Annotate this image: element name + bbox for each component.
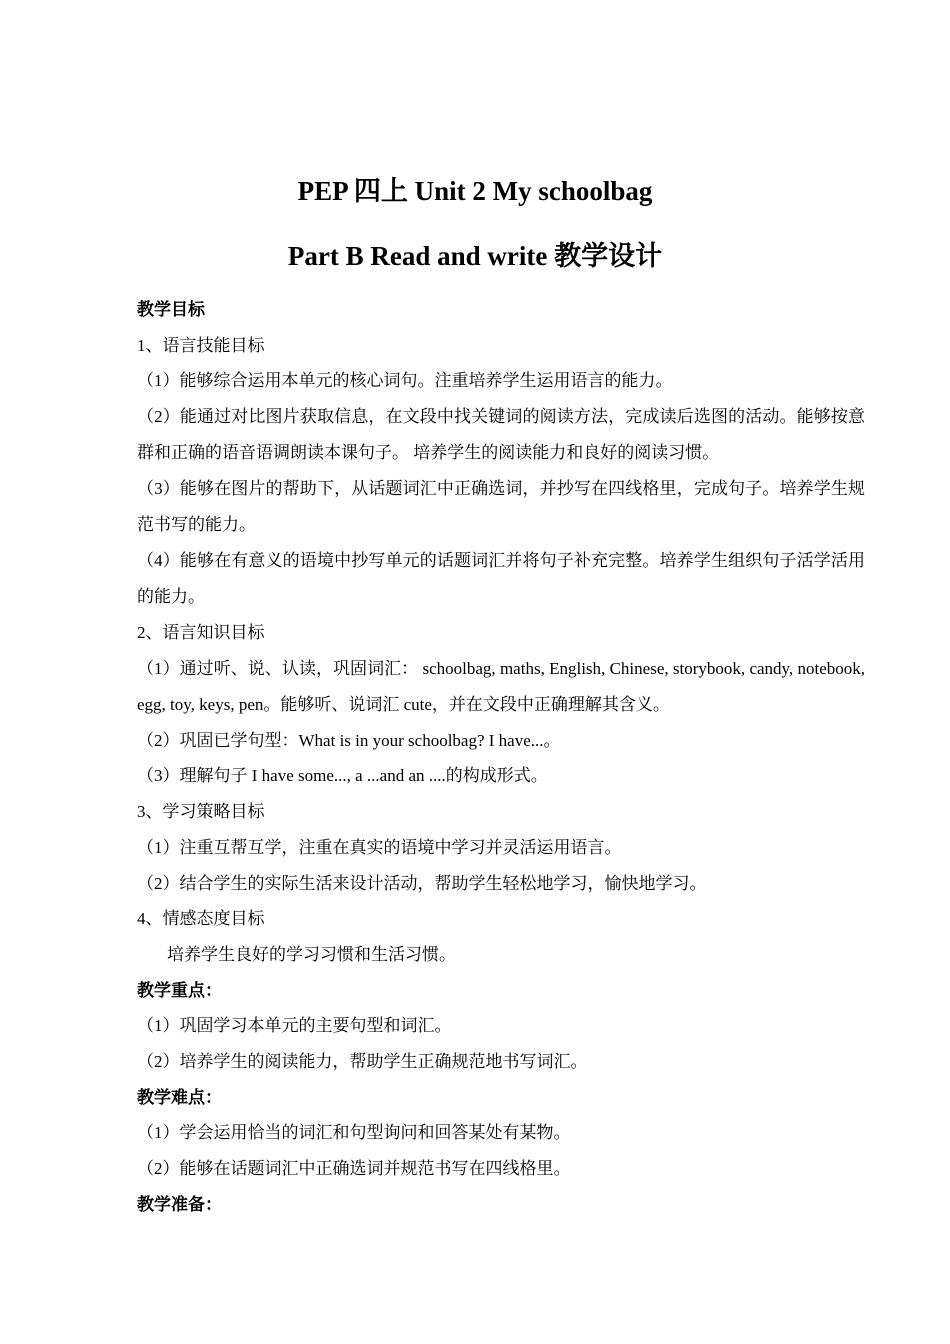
paragraph-line: （2）能够在话题词汇中正确选词并规范书写在四线格里。 [137, 1159, 571, 1178]
section-heading: 教学准备： [137, 1194, 222, 1214]
paragraph-line: 培养学生良好的学习习惯和生活习惯。 [167, 944, 456, 964]
paragraph-line: （1）学会运用恰当的词汇和句型询问和回答某处有某物。 [137, 1123, 571, 1143]
document-subtitle: Part B Read and write 教学设计 [287, 241, 663, 271]
paragraph-line: （3）能够在图片的帮助下，从话题词汇中正确选词，并抄写在四线格里，完成句子。培养学生规范书写的能力。 [137, 479, 865, 535]
paragraph-line: （1）注重互帮互学，注重在真实的语境中学习并灵活运用语言。 [137, 837, 622, 857]
section-heading: 教学重点： [137, 980, 222, 1000]
paragraph-line: （1）巩固学习本单元的主要句型和词汇。 [137, 1016, 452, 1036]
paragraph-line: 1、语言技能目标 [137, 335, 265, 355]
paragraph-line: （1）能够综合运用本单元的核心词句。注重培养学生运用语言的能力。 [137, 371, 673, 391]
paragraph-line: （2）结合学生的实际生活来设计活动，帮助学生轻松地学习，愉快地学习。 [137, 873, 707, 893]
section-heading: 教学难点： [137, 1087, 222, 1107]
section-heading: 教学目标 [137, 300, 205, 319]
paragraph-line: （3）理解句子 I have some..., a ...and an ....的构成形式。 [137, 766, 548, 786]
paragraph-line: （2）能通过对比图片获取信息，在文段中找关键词的阅读方法，完成读后选图的活动。能够按意群和正确的语音语调朗读本课句子。 培养学生的阅读能力和良好的阅读习惯。 [137, 407, 865, 463]
paragraph-line: 3、学习策略目标 [137, 802, 265, 822]
paragraph-line: （2）培养学生的阅读能力，帮助学生正确规范地书写词汇。 [137, 1051, 588, 1071]
paragraph-line: 4、情感态度目标 [137, 909, 265, 929]
paragraph-line: 2、语言知识目标 [137, 623, 265, 643]
paragraph-line: （1）通过听、说、认读，巩固词汇： schoolbag, maths, English, Chinese, storybook, candy, notebook, egg, toy, keys, pen。能够听、说词汇 cute，并在文段中正确理解其含义。 [137, 658, 865, 714]
document-body [137, 292, 865, 1222]
paragraph-line: （2）巩固已学句型：What is in your schoolbag? I have...。 [137, 730, 561, 750]
document-title: PEP 四上 Unit 2 My schoolbag [297, 176, 653, 206]
paragraph-line: （4）能够在有意义的语境中抄写单元的话题词汇并将句子补充完整。培养学生组织句子活学活用的能力。 [137, 551, 865, 607]
